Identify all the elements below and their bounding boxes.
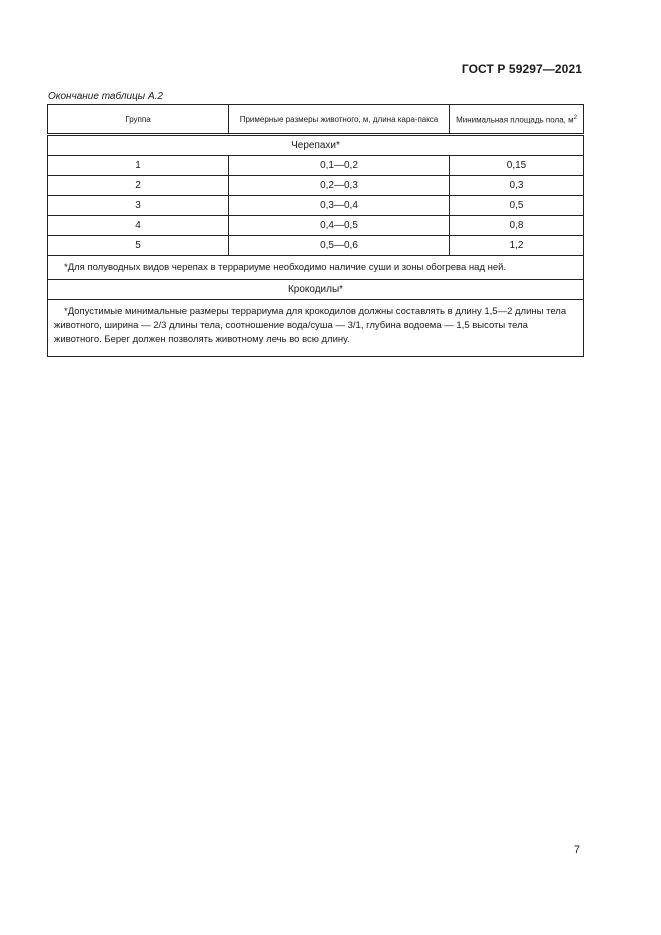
column-header-group: Группа [48, 105, 229, 135]
cell-group: 1 [48, 156, 229, 176]
column-header-area [450, 105, 584, 135]
cell-size: 0,4—0,5 [229, 216, 450, 236]
cell-group: 3 [48, 196, 229, 216]
column-header-area-text: Минимальная площадь пола, м [456, 115, 574, 125]
table-row [48, 176, 584, 196]
column-header-size: Примерные размеры животного, м, длина кара-паксa [229, 105, 450, 135]
turtles-footnote-text: *Для полуводных видов черепах в террариуме необходимо наличие суши и зоны обогрева над ней. [64, 261, 507, 273]
animals-table [47, 104, 584, 357]
note-row-turtles [48, 256, 584, 280]
cell-area: 1,2 [450, 236, 584, 256]
cell-size: 0,2—0,3 [229, 176, 450, 196]
turtles-footnote [48, 256, 584, 280]
table-caption: Окончание таблицы А.2 [48, 91, 163, 102]
table-row [48, 236, 584, 256]
note-row-crocodiles [48, 300, 584, 357]
cell-size: 0,5—0,6 [229, 236, 450, 256]
section-row-crocodiles [48, 280, 584, 300]
document-code: ГОСТ Р 59297—2021 [461, 62, 582, 76]
cell-area: 0,5 [450, 196, 584, 216]
cell-size: 0,3—0,4 [229, 196, 450, 216]
cell-area: 0,15 [450, 156, 584, 176]
table-header-row [48, 105, 584, 135]
crocodiles-footnote [48, 300, 584, 357]
page-number: 7 [573, 844, 580, 856]
section-title-turtles: Черепахи* [48, 135, 584, 156]
table-row [48, 196, 584, 216]
cell-size: 0,1—0,2 [229, 156, 450, 176]
cell-group: 2 [48, 176, 229, 196]
section-title-crocodiles: Крокодилы* [48, 280, 584, 300]
table-row [48, 216, 584, 236]
crocodiles-footnote-text: *Допустимые минимальные размеры террариума для крокодилов должны составлять в длину 1,5—2 длины тела животного, ширина — 2/3 длины тела, соотношение вода/суша — 3/1, глубина водоема — 1,5 высоты тела животного. Берег должен позволять животному лечь во всю длину. [54, 306, 567, 345]
area-unit-exponent: 2 [573, 114, 577, 121]
table-row [48, 156, 584, 176]
cell-area: 0,3 [450, 176, 584, 196]
section-row-turtles [48, 135, 584, 156]
cell-area: 0,8 [450, 216, 584, 236]
cell-group: 4 [48, 216, 229, 236]
cell-group: 5 [48, 236, 229, 256]
